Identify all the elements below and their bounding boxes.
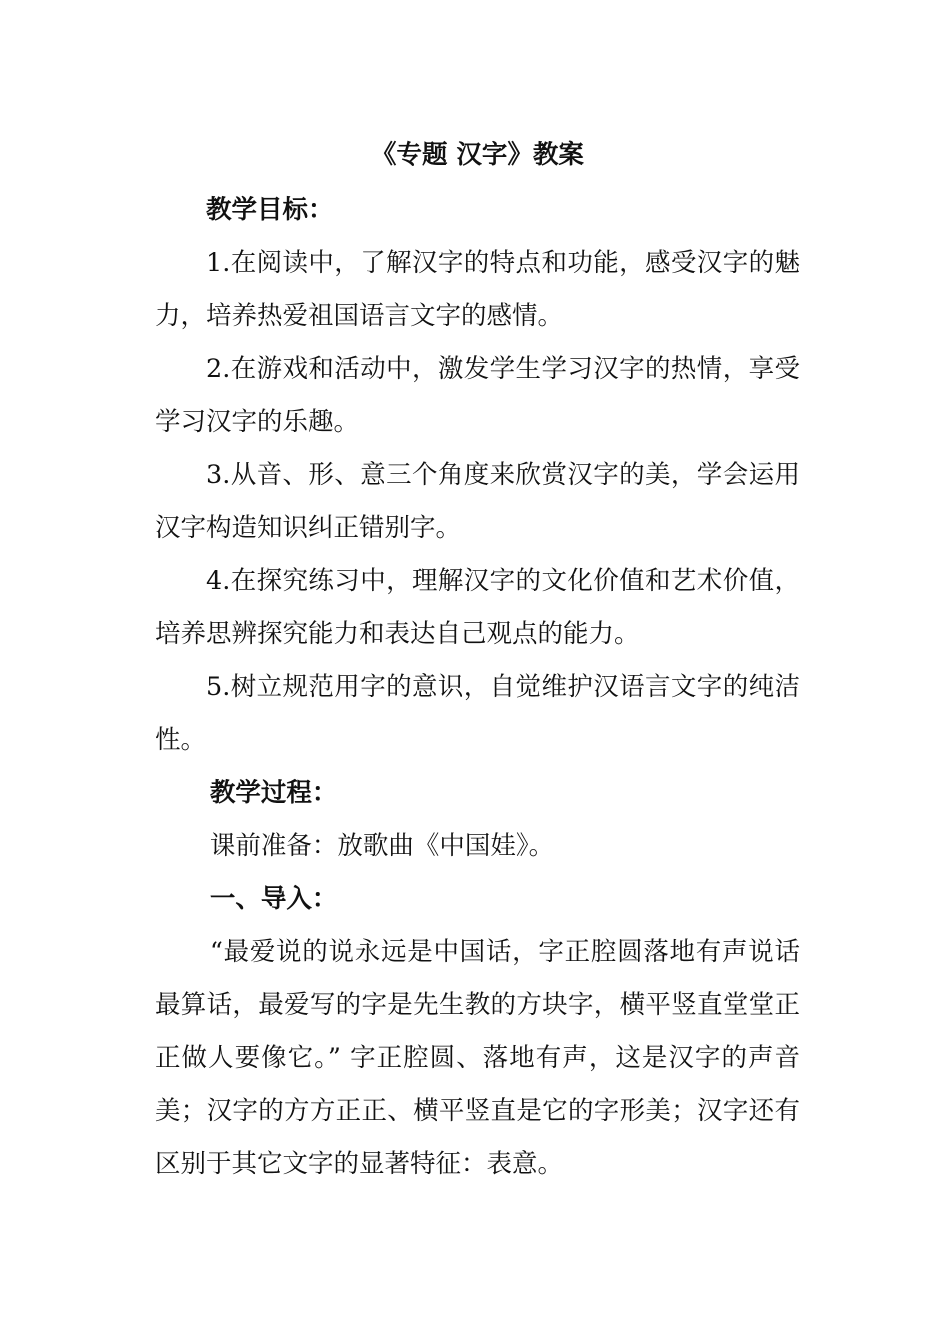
- process-heading: 教学过程：: [209, 778, 338, 808]
- objective-item: 1.在阅读中，了解汉字的特点和功能，感受汉字的魅力，培养热爱祖国语言文字的感情。: [155, 248, 800, 331]
- objective-item: 3.从音、形、意三个角度来欣赏汉字的美，学会运用汉字构造知识纠正错别字。: [155, 460, 800, 543]
- objective-item: 5.树立规范用字的意识，自觉维护汉语言文字的纯洁性。: [155, 672, 800, 755]
- document-body: [155, 126, 800, 1191]
- objectives-heading: 教学目标：: [206, 195, 334, 225]
- objective-item: 2.在游戏和活动中，激发学生学习汉字的热情，享受学习汉字的乐趣。: [155, 354, 800, 437]
- document-title: 《专题 汉字》教案: [371, 140, 584, 170]
- section-paragraph: “最爱说的说永远是中国话，字正腔圆落地有声说话最算话，最爱写的字是先生教的方块字，横平竖直堂堂正正做人要像它。” 字正腔圆、落地有声，这是汉字的声音美；汉字的方方正正、横平竖直是它的字形美；汉字还有区别于其它文字的显著特征：表意。: [155, 937, 800, 1179]
- section-heading: 一、导入：: [209, 884, 338, 914]
- objective-item: 4.在探究练习中，理解汉字的文化价值和艺术价值，培养思辨探究能力和表达自己观点的能力。: [155, 566, 800, 649]
- preparation-text: 课前准备：放歌曲《中国娃》。: [209, 831, 555, 861]
